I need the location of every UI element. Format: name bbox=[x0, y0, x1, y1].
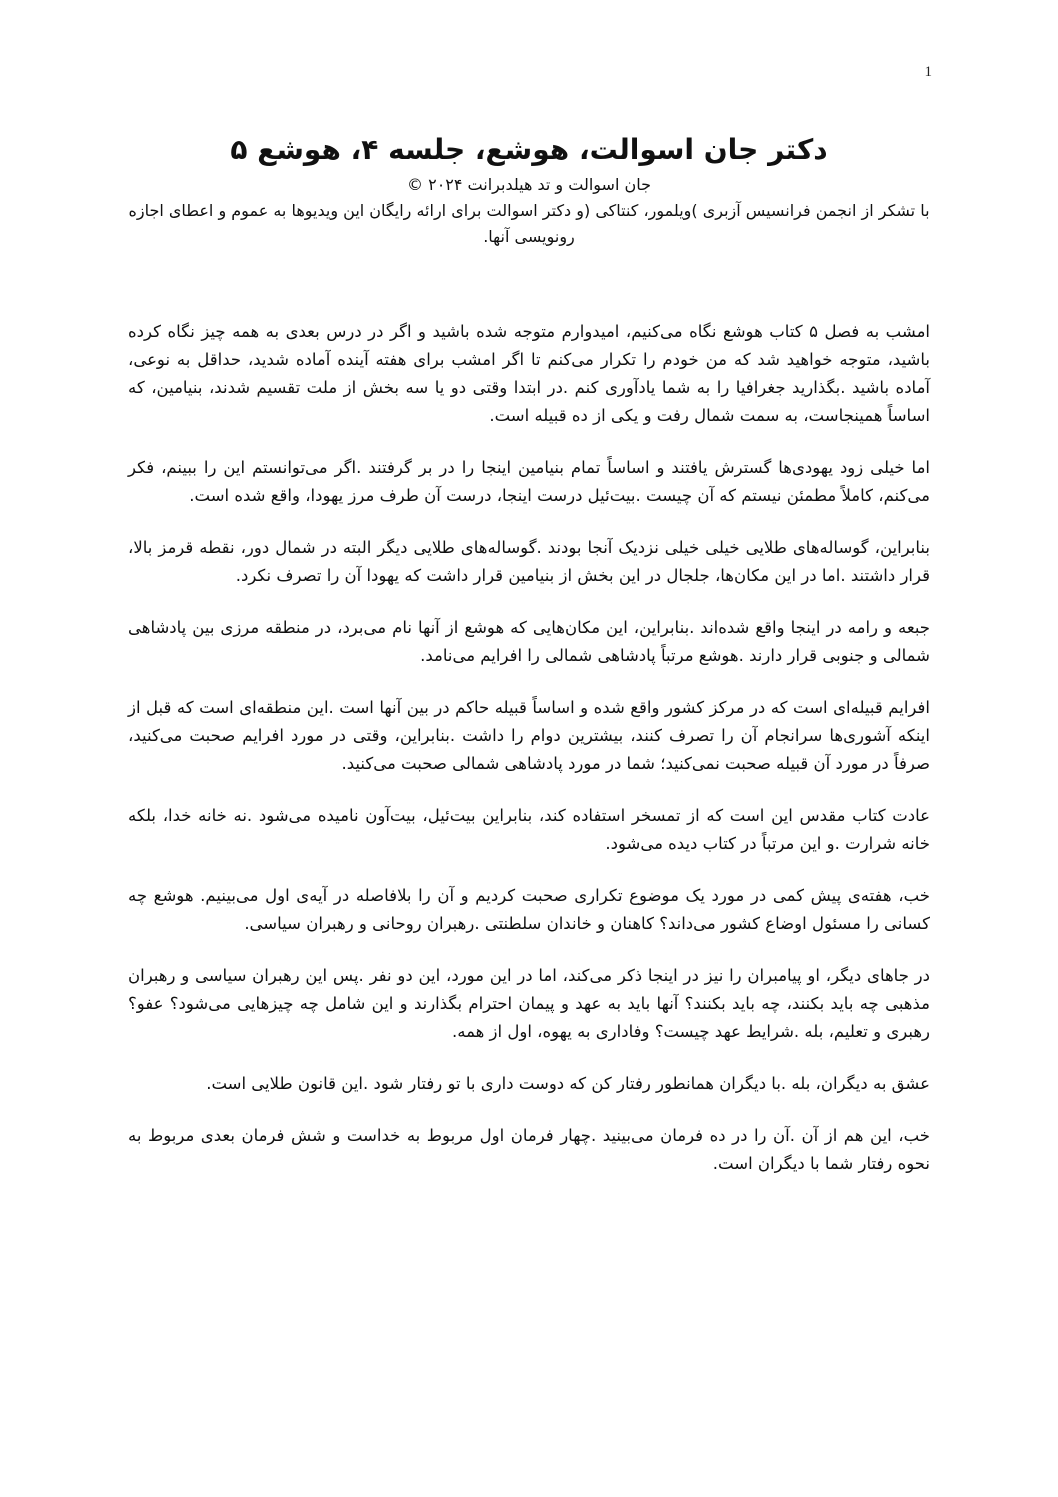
paragraph: خب، هفته‌ی پیش کمی در مورد یک موضوع تکراری صحبت کردیم و آن را بلافاصله در آیه‌ی اول می‌بینیم. هوشع چه کسانی را مسئول اوضاع کشور می‌داند؟ کاهنان و خاندان سلطنتی .رهبران روحانی و رهبران سیاسی. bbox=[128, 886, 930, 933]
paragraph: خب، این هم از آن .آن را در ده فرمان می‌بینید .چهار فرمان اول مربوط به خداست و شش فرمان بعدی مربوط به نحوه رفتار شما با دیگران است. bbox=[128, 1126, 930, 1173]
paragraph: عادت کتاب مقدس این است که از تمسخر استفاده کند، بنابراین بیت‌ئیل، بیت‌آون نامیده می‌شود .نه خانه خدا، بلکه خانه شرارت .و این مرتباً در کتاب دیده می‌شود. bbox=[128, 806, 930, 853]
acknowledgement: با تشکر از انجمن فرانسیس آزبری )ویلمور، کنتاکی (و دکتر اسوالت برای ارائه رایگان این ویدیوها به عموم و اعطای اجازه رونویسی آنها. bbox=[128, 201, 930, 246]
document-body bbox=[128, 318, 930, 1202]
paragraph: افرایم قبیله‌ای است که در مرکز کشور واقع شده و اساساً قبیله حاکم در بین آنها است .این منطقه‌ای است که قبل از اینکه آشوری‌ها سرانجام آن را تصرف کنند، بیشترین دوام را داشت .بنابراین، وقتی در مورد افرایم صحبت می‌کنید، صرفاً در مورد آن قبیله صحبت نمی‌کنید؛ شما در مورد پادشاهی شمالی صحبت می‌کنید. bbox=[128, 698, 930, 773]
paragraph: عشق به دیگران، بله .با دیگران همانطور رفتار کن که دوست داری با تو رفتار شود .این قانون طلایی است. bbox=[206, 1074, 930, 1093]
paragraph: امشب به فصل ۵ کتاب هوشع نگاه می‌کنیم، امیدوارم متوجه شده باشید و اگر در درس بعدی به همه چیز نگاه کرده باشید، متوجه خواهید شد که من خودم را تکرار می‌کنم تا اگر امشب برای هفته آینده آماده شدید، حداقل به نوعی، آماده باشید .بگذارید جغرافیا را به شما یادآوری کنم .در ابتدا وقتی دو یا سه بخش از ملت تقسیم شدند، بنیامین، که اساساً همینجاست، به سمت شمال رفت و یکی از ده قبیله است. bbox=[128, 322, 931, 425]
document-header bbox=[128, 128, 930, 250]
copyright-line: جان اسوالت و تد هیلدبرانت ۲۰۲۴ © bbox=[407, 175, 651, 194]
paragraph: در جاهای دیگر، او پیامبران را نیز در اینجا ذکر می‌کند، اما در این مورد، این دو نفر .پس این رهبران سیاسی و رهبران مذهبی چه باید بکنند، چه باید بکنند؟ آنها باید به عهد و پیمان احترام بگذارند و این شامل چه چیزهایی می‌شود؟ عفو؟ رهبری و تعلیم، بله .شرایط عهد چیست؟ وفاداری به یهوه، اول از همه. bbox=[128, 966, 930, 1041]
paragraph: جبعه و رامه در اینجا واقع شده‌اند .بنابراین، این مکان‌هایی که هوشع از آنها نام می‌برد، در منطقه مرزی بین پادشاهی شمالی و جنوبی قرار دارند .هوشع مرتباً پادشاهی شمالی را افرایم می‌نامد. bbox=[128, 618, 930, 665]
paragraph: بنابراین، گوساله‌های طلایی خیلی خیلی نزدیک آنجا بودند .گوساله‌های طلایی دیگر البته در شمال دور، نقطه قرمز بالا، قرار داشتند .اما در این مکان‌ها، جلجال در این بخش از بنیامین قرار داشت که یهودا آن را تصرف نکرد. bbox=[128, 538, 930, 585]
document-title: دکتر جان اسوالت، هوشع، جلسه ۴، هوشع ۵ bbox=[230, 133, 828, 166]
paragraph: اما خیلی زود یهودی‌ها گسترش یافتند و اساساً تمام بنیامین اینجا را در بر گرفتند .اگر می‌توانستم این را ببینم، فکر می‌کنم، کاملاً مطمئن نیستم که آن چیست .بیت‌ئیل درست اینجا، درست آن طرف مرز یهودا، واقع شده است. bbox=[128, 458, 930, 505]
page-number: 1 bbox=[924, 64, 932, 80]
